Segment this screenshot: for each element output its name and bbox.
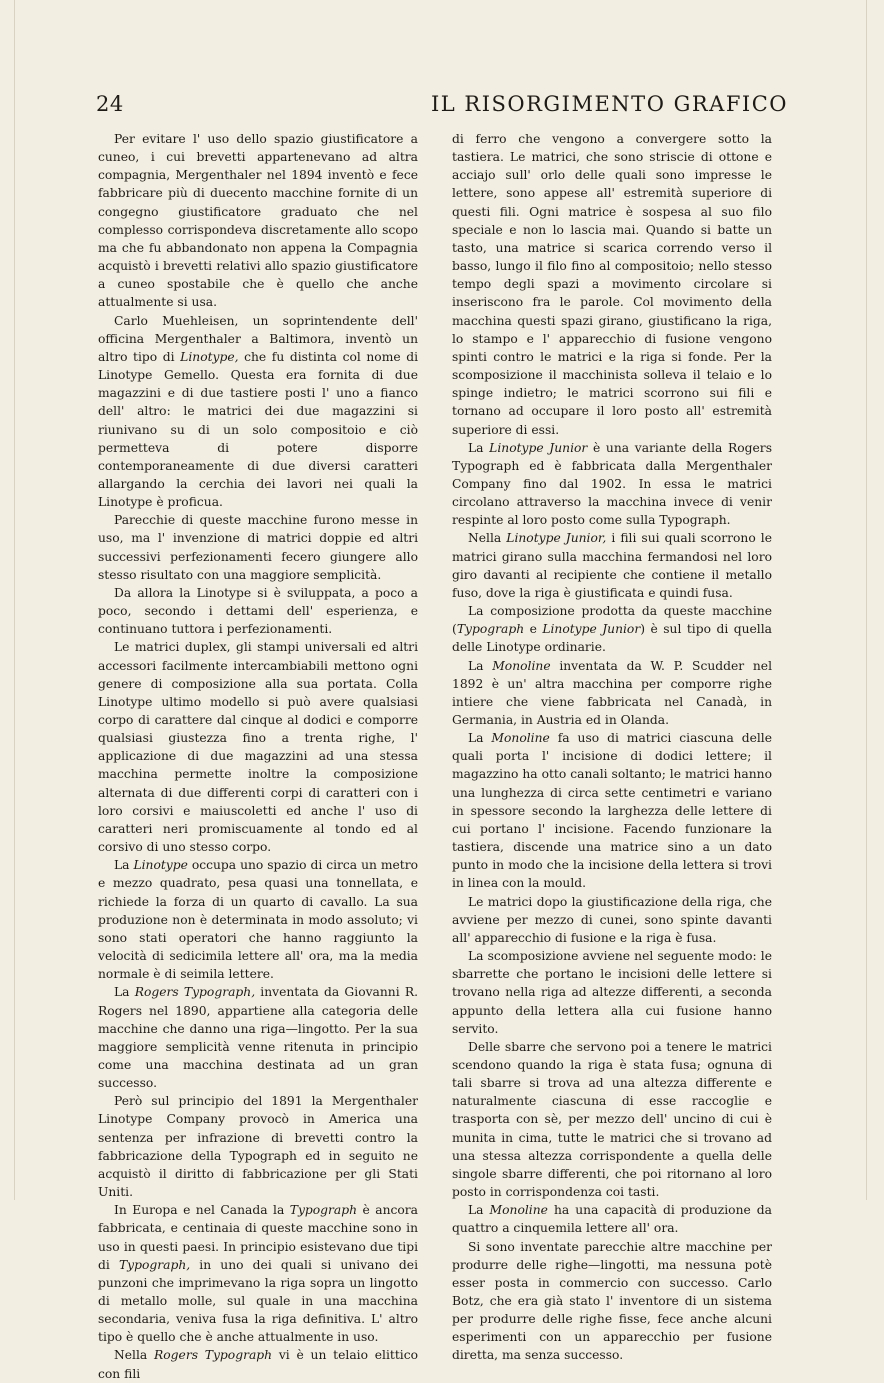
paragraph: [452, 1201, 772, 1237]
text-run: La: [468, 440, 490, 455]
right-column: [452, 130, 772, 1365]
paragraph: [452, 602, 772, 656]
paragraph: [98, 1346, 418, 1382]
italic-run: Monoline: [489, 1203, 548, 1218]
text-run: In Europa e nel Canada la: [114, 1203, 290, 1218]
italic-run: Rogers Typograph: [154, 1348, 273, 1363]
text-run: Le matrici dopo la giustificazione della riga, che avviene per mezzo di cunei, sono spinte davanti all' apparecchio di fusione e la riga è fusa.: [452, 894, 772, 945]
text-run: che fu distinta col nome di Linotype Gemello. Questa era fornita di due magazzini e di due tastiere posti l' uno a fianco dell' altro: le matrici dei due magazzini si riunivano su di un solo compositoio e ciò permetteva di potere disporre contemporaneamente di due diversi caratteri allargando la cerchia dei lavori nei quali la Linotype è proficua.: [98, 349, 419, 510]
text-run: La: [114, 985, 135, 1000]
text-run: inventata da Giovanni R. Rogers nel 1890, appartiene alla categoria delle macchine che danno una riga—lingotto. Per la sua maggiore semplicità venne ritenuta in principio come una macchina destinata ad un gran successo.: [98, 985, 419, 1091]
text-run: La: [468, 658, 493, 673]
text-run: ) è sul tipo di quella delle Linotype ordinarie.: [452, 622, 772, 655]
text-run: occupa uno spazio di circa un metro e mezzo quadrato, pesa quasi una tonnellata, e richiede la forza di un quarto di cavallo. La sua produzione non è determinata in modo assoluto; vi sono stati operatori che hanno raggiunto la velocità di sedicimila lettere all' ora, ma la media normale è di seimila lettere.: [98, 858, 418, 982]
paragraph: [98, 1092, 418, 1201]
text-run: La: [468, 731, 492, 746]
text-run: vi è un telaio elittico con fili: [98, 1348, 418, 1381]
page-header: [96, 92, 788, 126]
paragraph: [98, 856, 418, 983]
page-number: 24: [96, 92, 124, 116]
paragraph: [452, 947, 772, 1038]
running-title: IL RISORGIMENTO GRAFICO: [430, 92, 788, 116]
text-run: Si sono inventate parecchie altre macchine per produrre delle righe—lingotti, ma nessuna potè esser posta in commercio con successo. Carlo Botz, che era già stato l' inventore di un sistema per produrre delle righe fisse, fece anche alcuni esperimenti con un apparecchio per fusione diretta, ma senza successo.: [452, 1239, 772, 1363]
text-run: inventata da W. P. Scudder nel 1892 è un' altra macchina per comporre righe intiere che viene fabbricata nel Canadà, in Germania, in Austria ed in Olanda.: [452, 658, 773, 727]
italic-run: Linotype,: [180, 349, 239, 364]
paragraph: [98, 983, 418, 1092]
text-run: Parecchie di queste macchine furono messe in uso, ma l' invenzione di matrici doppie ed altri successivi perfezionamenti fecero giungere allo stesso risultato con una maggiore semplicità.: [98, 513, 418, 582]
paragraph: [98, 638, 418, 856]
paragraph: [452, 657, 772, 730]
paragraph: [98, 312, 418, 512]
paragraph: [452, 130, 772, 439]
italic-run: Typograph: [456, 622, 525, 637]
paragraph: [452, 893, 772, 947]
text-run: Da allora la Linotype si è sviluppata, a poco a poco, secondo i dettami dell' esperienza, e continuano tuttora i perfezionamenti.: [98, 585, 418, 637]
italic-run: Monoline: [492, 658, 551, 673]
left-column: [98, 130, 418, 1383]
text-run: in uno dei quali si univano dei punzoni che imprimevano la riga sopra un lingotto di metallo molle, sul quale in una macchina secondaria, veniva fusa la riga definitiva. L' altro tipo è quello che è anche attualmente in uso.: [98, 1257, 418, 1345]
text-run: i fili sui quali scorrono le matrici girano sulla macchina fermandosi nel loro giro davanti al recipiente che contiene il metallo fuso, dove la riga è giustificata e quindi fusa.: [452, 531, 772, 600]
italic-run: Linotype Junior: [489, 440, 588, 455]
text-run: Carlo Muehleisen, un soprintendente dell' officina Mergenthaler a Baltimora, inventò un altro tipo di: [98, 313, 418, 364]
text-run: fa uso di matrici ciascuna delle quali porta l' incisione di dodici lettere; il magazzino ha otto canali soltanto; le matrici hanno una lunghezza di circa sette centimetri e variano in spessore secondo la larghezza delle lettere di cui portano l' incisione. Facendo funzionare la tastiera, discende una matrice sino a un dato punto in modo che la incisione della lettera si trovi in linea con la mould.: [452, 731, 773, 891]
italic-run: Rogers Typograph,: [134, 985, 256, 1000]
text-run: La: [468, 1203, 490, 1218]
paragraph: [98, 511, 418, 584]
italic-run: Linotype: [133, 858, 188, 873]
paragraph: [452, 1238, 772, 1365]
text-run: Però sul principio del 1891 la Mergenthaler Linotype Company provocò in America una sentenza per infrazione di brevetti contro la fabbricazione della Typograph ed in seguito ne acquistò il diritto di fabbricazione per gli Stati Uniti.: [98, 1094, 418, 1200]
page-edge-left: [14, 0, 15, 1200]
paragraph: [98, 584, 418, 638]
text-run: ha una capacità di produzione da quattro a cinquemila lettere all' ora.: [452, 1203, 772, 1236]
text-run: di ferro che vengono a convergere sotto la tastiera. Le matrici, che sono striscie di ottone e acciajo sull' orlo delle quali sono impresse le lettere, sono appese all' estremità superiore di questi fili. Ogni matrice è sospesa al suo filo speciale e non lo lascia mai. Quando si batte un tasto, una matrice si scarica correndo verso il basso, lungo il filo fino al compositoio; nello stesso tempo degli spazi a movimento circolare si inseriscono fra le parole. Col movimento della macchina questi spazi girano, giustificano la riga, lo stampo e l' apparecchio di fusione vengono spinti contro le matrici e la riga si fonde. Per la scomposizione il macchinista solleva il telaio e lo spinge indietro; le matrici scorrono sui fili e tornano ad occupare il loro posto all' estremità superiore di essi.: [452, 132, 772, 437]
italic-run: Typograph,: [118, 1257, 191, 1272]
paragraph: [98, 130, 418, 312]
text-run: Per evitare l' uso dello spazio giustificatore a cuneo, i cui brevetti appartenevano ad altra compagnia, Mergenthaler nel 1894 inventò e fece fabbricare più di duecento macchine fornite di un congegno giustificatore graduato che nel complesso corrispondeva discretamente allo scopo ma che fu abbandonato non appena la Compagnia acquistò i brevetti relativi allo spazio giustificatore a cuneo spostabile che è quello che anche attualmente si usa.: [98, 132, 418, 310]
page-edge-right: [866, 0, 867, 1200]
text-run: e: [524, 622, 543, 637]
text-run: Nella: [468, 531, 507, 546]
italic-run: Linotype Junior: [542, 622, 641, 637]
text-run: è ancora fabbricata, e centinaia di queste macchine sono in uso in questi paesi. In principio esistevano due tipi di: [98, 1203, 418, 1272]
text-run: Le matrici duplex, gli stampi universali ed altri accessori facilmente intercambiabili mettono ogni genere di composizione alla sua portata. Colla Linotype ultimo modello si può avere qualsiasi corpo di carattere dal cinque al dodici e comporre qualsiasi giustezza fino a trenta righe, l' applicazione di due magazzini ad una stessa macchina permette inoltre la composizione alternata di due differenti corpi di caratteri con i loro corsivi e maiuscoletti ed anche l' uso di caratteri neri promiscuamente al tondo ed al corsivo di uno stesso corpo.: [98, 640, 418, 855]
paragraph: [452, 529, 772, 602]
text-run: è una variante della Rogers Typograph ed è fabbricata dalla Mergenthaler Company fino dal 1902. In essa le matrici circolano attraverso la macchina invece di venir respinte al loro posto come sulla Typograph.: [452, 440, 772, 528]
paragraph: [452, 729, 772, 892]
paragraph: [452, 1038, 772, 1201]
text-run: La: [114, 858, 134, 873]
italic-run: Linotype Junior,: [506, 531, 607, 546]
text-run: Nella: [114, 1348, 155, 1363]
paragraph: [98, 1201, 418, 1346]
italic-run: Monoline: [491, 731, 550, 746]
text-run: La composizione prodotta da queste macchine (: [452, 604, 772, 637]
text-run: La scomposizione avviene nel seguente modo: le sbarrette che portano le incisioni delle lettere si trovano nella riga ad altezze differenti, a seconda appunto della lettera alla cui fusione hanno servito.: [452, 949, 772, 1036]
text-run: Delle sbarre che servono poi a tenere le matrici scendono quando la riga è stata fusa; ognuna di tali sbarre si trova ad una altezza differente e naturalmente ciascuna di esse raccoglie e trasporta con sè, per mezzo dell' uncino di cui è munita in cima, tutte le matrici che si trovano ad una stessa altezza corrispondente a quella delle singole sbarre differenti, che poi ritornano al loro posto in corrispondenza coi tasti.: [452, 1039, 772, 1200]
italic-run: Typograph: [289, 1203, 358, 1218]
paragraph: [452, 439, 772, 530]
